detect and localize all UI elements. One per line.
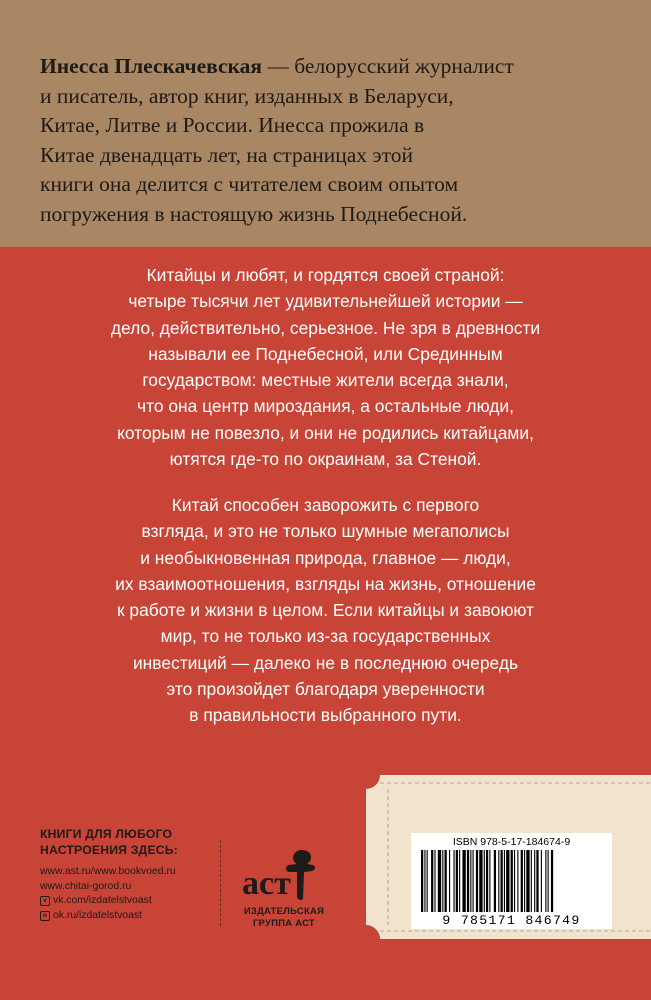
ok-link-text: ok.ru/izdatelstvoast [53,909,142,921]
blurb-line: ютятся где-то по окраинам, за Стеной. [169,449,482,470]
vk-link[interactable] [40,894,220,909]
bookstore-promo [40,826,220,923]
barcode-bar [506,850,509,912]
isbn-number: ISBN 978-5-17-184674-9 [452,836,571,848]
bio-line: Китае двенадцать лет, на страницах этой [40,142,414,167]
barcode-bar [442,850,443,912]
barcode-bar [534,850,535,912]
bio-line: — белорусский журналист [262,54,514,78]
barcode-bar [536,850,538,912]
barcode-bar [504,850,505,912]
ok-icon: o [40,911,50,921]
isbn-barcode-box [411,833,612,929]
blurb-line: которым не повезло, и они не родились китайцами, [117,422,534,443]
blurb-line: их взаимоотношения, взгляды на жизнь, отношение [115,573,536,594]
blurb-line: взгляда, и это не только шумные мегаполисы [141,521,510,542]
blurb-paragraph-1 [0,262,651,472]
author-bio [40,52,615,229]
promo-heading-line: КНИГИ ДЛЯ ЛЮБОГО [40,827,173,841]
barcode-bar [438,850,441,912]
barcode-bar [421,850,423,912]
barcode-bar [521,850,523,912]
barcode-bar [473,850,474,912]
promo-links [40,865,220,923]
blurb-line: инвестиций — далеко не в последнюю очередь [132,652,519,673]
barcode-digits: 9 785171 846749 [442,913,581,928]
barcode-bar [462,850,465,912]
blurb-paragraph-2 [0,492,651,729]
barcode-bar [514,850,515,912]
barcode-bar [476,850,478,912]
barcode-bar [459,850,460,912]
bio-line: погружения в настоящую жизнь Поднебесной. [40,201,468,226]
barcode-bar [456,850,458,912]
barcode-bar [501,850,503,912]
barcode [419,850,604,912]
publisher-caption-line: ИЗДАТЕЛЬСКАЯ [243,905,325,916]
barcode-bar [489,850,490,912]
ast-logo [240,844,330,906]
barcode-bar [484,850,485,912]
barcode-bar [453,850,454,912]
barcode-bar [486,850,488,912]
logo-text: аст [242,865,291,902]
barcode-bar [449,850,450,912]
publisher-caption-line: ГРУППА АСТ [253,917,315,929]
blurb-line: называли ее Поднебесной, или Срединным [148,343,503,364]
blurb-line: Китайцы и любят, и гордятся своей страной: [146,265,505,285]
vk-icon: v [40,896,50,906]
bio-line: Китае, Литве и России. Инесса прожила в [40,113,425,137]
barcode-bar [431,850,433,912]
publisher-caption [218,905,350,929]
promo-heading [40,826,220,858]
barcode-bar [548,850,549,912]
blurb-line: что она центр мироздания, а остальные люди, [137,396,514,417]
bio-line: и писатель, автор книг, изданных в Беларуси, [40,83,454,108]
blurb-line: дело, действительно, серьезное. Не зря в древности [110,317,541,338]
barcode-bar [479,850,482,912]
barcode-bar [524,850,525,912]
barcode-bar [541,850,542,912]
barcode-bar [427,850,428,912]
blurb-line: четыре тысячи лет удивительнейшей истории — [128,291,523,312]
barcode-bar [424,850,425,912]
barcode-bar [470,850,471,912]
barcode-bar [467,850,469,912]
blurb-line: это произойдет благодаря уверенности [166,679,485,700]
blurb-line: в правильности выбранного пути. [189,705,462,726]
vk-link-text: vk.com/izdatelstvoast [53,895,152,906]
barcode-bar [494,850,496,912]
website-links[interactable]: www.ast.ru/www.bookvoed.ru [40,866,176,877]
author-name: Инесса Плескачевская [40,54,263,78]
barcode-bar [511,850,513,912]
barcode-bar [517,850,518,912]
bio-line: книги она делится с читателем своим опытом [40,172,459,196]
barcode-bar [434,850,435,912]
blurb-line: Китай способен заворожить с первого [171,495,480,515]
barcode-bar [551,850,553,912]
blurb-line: государством: местные жители всегда знали, [142,370,509,391]
blurb-line: мир, то не только из-за государственных [160,626,491,647]
barcode-bar [498,850,499,912]
barcode-bar [545,850,546,912]
ok-link[interactable] [40,909,220,924]
barcode-bar [531,850,532,912]
website-link[interactable]: www.chitai-gorod.ru [40,880,132,892]
blurb-line: к работе и жизни в целом. Если китайцы и завоюют [116,600,535,621]
blurb-line: и необыкновенная природа, главное — люди, [140,547,511,568]
barcode-bar [445,850,447,912]
barcode-bar [526,850,529,912]
promo-heading-line: НАСТРОЕНИЯ ЗДЕСЬ: [40,843,178,857]
